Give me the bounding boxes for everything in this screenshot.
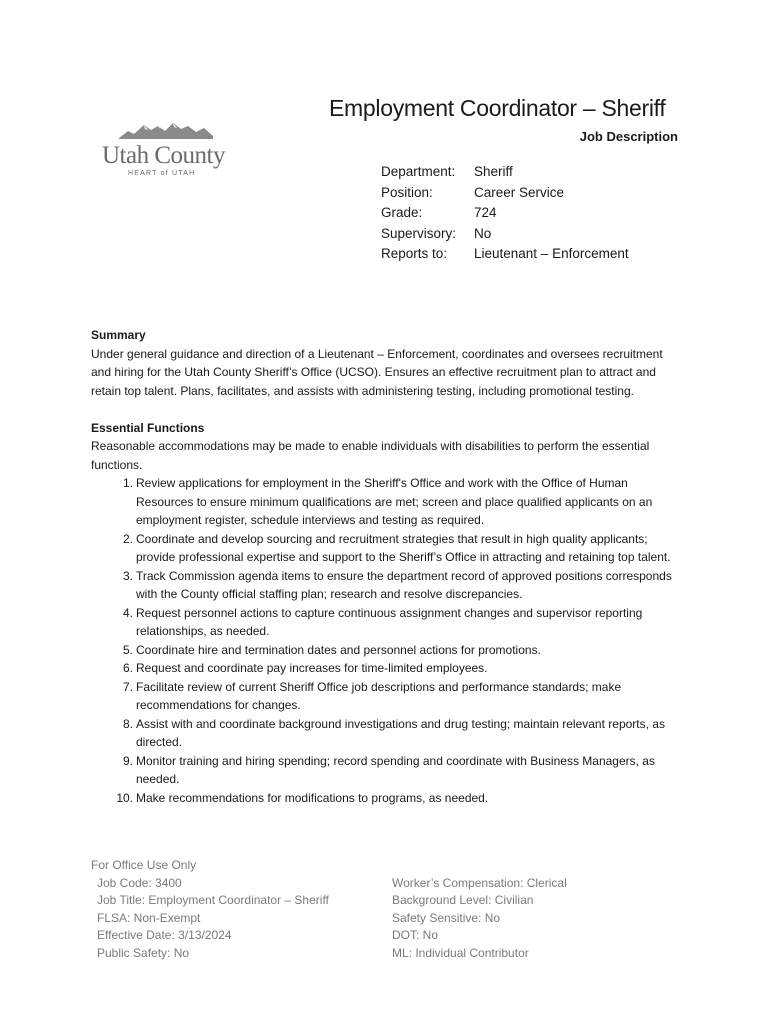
footer-dot: DOT: No — [392, 928, 439, 942]
essential-functions-intro: Reasonable accommodations may be made to enable individuals with disabilities to perform the essential functions. — [91, 439, 650, 472]
essential-functions-heading: Essential Functions — [91, 420, 205, 435]
list-item-text: Facilitate review of current Sheriff Office job descriptions and performance standards; make recommendations for changes. — [136, 679, 622, 712]
footer-job-title: Job Title: Employment Coordinator – Sheriff — [97, 893, 329, 907]
list-item-number: 7. — [122, 679, 133, 694]
summary-heading: Summary — [91, 328, 146, 342]
info-value: No — [474, 225, 492, 241]
utah-county-logo — [100, 122, 230, 182]
list-item — [91, 789, 681, 808]
info-row-reports-to — [381, 244, 629, 265]
list-item-number: 8. — [122, 716, 133, 731]
info-row-supervisory — [381, 224, 629, 245]
list-item-text: Request and coordinate pay increases for time-limited employees. — [136, 661, 488, 675]
footer-background-level: Background Level: Civilian — [392, 893, 534, 907]
footer-flsa: FLSA: Non-Exempt — [97, 910, 201, 925]
info-row-grade — [381, 203, 629, 224]
info-label: Department: — [381, 164, 456, 179]
list-item-text: Request personnel actions to capture continuous assignment changes and supervisor reporting relationships, as needed. — [136, 605, 643, 638]
info-value: Career Service — [474, 184, 565, 200]
list-item — [91, 659, 681, 678]
document-body — [91, 326, 681, 807]
footer-job-code: Job Code: 3400 — [97, 875, 182, 890]
list-item-number: 2. — [122, 531, 133, 546]
list-item-text: Monitor training and hiring spending; record spending and coordinate with Business Managers, as needed. — [136, 753, 655, 786]
footer-safety-sensitive: Safety Sensitive: No — [392, 910, 501, 925]
list-item — [91, 678, 681, 715]
mountain-logo-icon — [118, 122, 213, 140]
footer-workers-comp: Worker’s Compensation: Clerical — [392, 875, 567, 890]
info-label: Grade: — [381, 205, 423, 220]
info-row-department — [381, 162, 629, 183]
essential-functions-list — [91, 474, 681, 807]
footer-effective-date: Effective Date: 3/13/2024 — [97, 928, 232, 942]
footer-right-column — [392, 875, 567, 963]
list-item-text: Coordinate and develop sourcing and recruitment strategies that result in high quality applicants; provide professional expertise and support to the Sheriff’s Office in attracting and retaining top talent. — [136, 531, 671, 564]
page-subtitle: Job Description — [579, 129, 678, 144]
info-label: Reports to: — [381, 246, 448, 261]
footer-left-column — [97, 875, 329, 963]
list-item-number: 4. — [122, 605, 133, 620]
footer-ml: ML: Individual Contributor — [392, 945, 529, 960]
list-item — [91, 474, 681, 530]
list-item-text: Make recommendations for modifications to programs, as needed. — [136, 790, 489, 805]
list-item-text: Assist with and coordinate background investigations and drug testing; maintain relevant reports, as directed. — [136, 716, 665, 749]
list-item — [91, 530, 681, 567]
list-item-number: 6. — [122, 661, 133, 675]
info-value: Sheriff — [474, 164, 513, 179]
logo-name: Utah County — [102, 142, 225, 169]
page-title: Employment Coordinator – Sheriff — [329, 95, 666, 121]
list-item-text: Track Commission agenda items to ensure the department record of approved positions corresponds with the County official staffing plan; research and resolve discrepancies. — [136, 568, 672, 601]
list-item-text: Review applications for employment in the Sheriff's Office and work with the Office of Human Resources to ensure minimum qualifications are met; screen and place qualified applicants on an employment register, schedule interviews and testing as required. — [136, 476, 653, 527]
info-row-position — [381, 183, 629, 204]
info-value: Lieutenant – Enforcement — [474, 246, 629, 261]
list-item — [91, 567, 681, 604]
logo-tagline: HEART of UTAH — [128, 170, 196, 177]
info-label: Position: — [381, 184, 433, 200]
office-use-footer — [91, 857, 567, 960]
list-item-number: 9. — [122, 753, 133, 768]
list-item — [91, 715, 681, 752]
summary-text: Under general guidance and direction of a Lieutenant – Enforcement, coordinates and oversees recruitment and hiring for the Utah County Sheriff’s Office (UCSO). Ensures an effective recruitment plan to attract and retain top talent. Plans, facilitates, and assists with administering testing, including promotional testing. — [91, 346, 663, 398]
list-item-number: 3. — [122, 568, 133, 583]
footer-public-safety: Public Safety: No — [97, 945, 190, 960]
list-item-number: 5. — [122, 642, 133, 657]
list-item-number: 1. — [122, 476, 133, 490]
job-info-table — [381, 162, 629, 265]
list-item-text: Coordinate hire and termination dates and personnel actions for promotions. — [136, 642, 541, 657]
list-item-number: 10. — [116, 790, 133, 805]
list-item — [91, 604, 681, 641]
list-item — [91, 752, 681, 789]
footer-heading: For Office Use Only — [91, 858, 197, 872]
list-item — [91, 641, 681, 660]
info-value: 724 — [474, 205, 497, 220]
info-label: Supervisory: — [381, 225, 457, 241]
